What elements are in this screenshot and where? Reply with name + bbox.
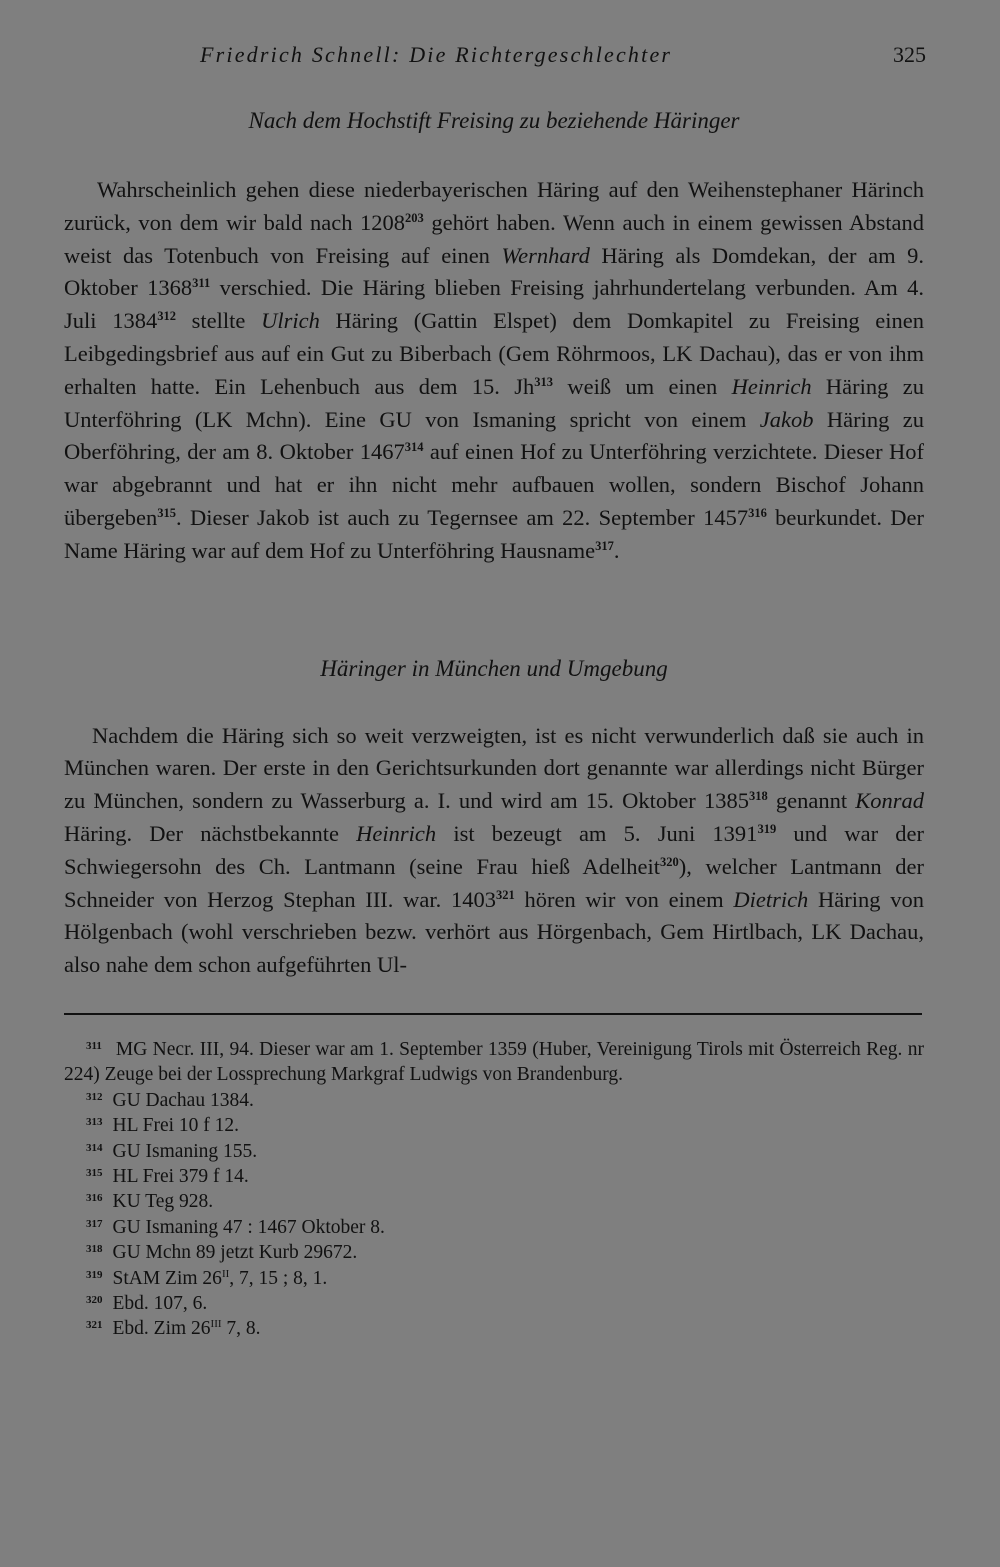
page (64, 38, 924, 1342)
footnote-315: $^{315}$ HL Frei 379 f 14. (86, 1165, 249, 1187)
footnote-316: $^{316}$ KU Teg 928. (86, 1191, 214, 1213)
footnote-313: $^{313}$ HL Frei 10 f 12. (86, 1115, 240, 1137)
footnote-319: $^{319}$ StAM Zim $26^{II}$, 7, 15 ; 8, 1. (86, 1267, 328, 1289)
footnote-318: $^{318}$ GU Mchn 89 jetzt Kurb 29672. (86, 1242, 358, 1264)
footnote-312: $^{312}$ GU Dachau 1384. (86, 1089, 254, 1111)
section-title-freising: Nach dem Hochstift Freising zu beziehende Häringer (248, 108, 740, 133)
footnote-314: $^{314}$ GU Ismaning 155. (86, 1140, 258, 1162)
footnote-317: $^{317}$ GU Ismaning 47 : 1467 Oktober 8. (86, 1216, 385, 1238)
section-title-muenchen: Häringer in München und Umgebung (320, 655, 668, 681)
footnote-320: $^{320}$ Ebd. 107, 6. (86, 1293, 208, 1314)
paragraph-muenchen: Nachdem die Häring sich so weit verzweigten, ist es nicht verwunderlich daß sie auch in München waren. Der erste in den Gerichtsurkunden dort genannte war allerdings nicht Bürger zu München, sondern zu Wasserburg a. I. und wird am 15. Oktober 1385$^{318}$ genannt Konrad Häring. Der nächstbekannte Heinrich ist bezeugt am 5. Juni 1391$^{319}$ und war der Schwiegersohn des Ch. Lantmann (seine Frau hieß Adelheit$^{320}$), welcher Lantmann der Schneider von Herzog Stephan III. war. 1403$^{321}$ hören wir von einem Dietrich Häring von Hölgenbach (wohl verschrieben bezw. verhört aus Hörgenbach, Gem Hirtlbach, LK Dachau, also nahe dem schon aufgeführten Ul- (64, 722, 925, 978)
page-number: 325 (893, 42, 926, 67)
page-header (64, 38, 924, 78)
footnote-311: $^{311}$ MG Necr. III, 94. Dieser war am 1. September 1359 (Huber, Vereinigung Tirols mit Österreich Reg. nr 224) Zeuge bei der Lossprechung Markgraf Ludwigs von Brandenburg. (64, 1038, 924, 1086)
paragraph-freising: Wahrscheinlich gehen diese niederbayerischen Häring auf den Weihenstephaner Härinch zurück, von dem wir bald nach 1208$^{203}$ gehört haben. Wenn auch in einem gewissen Abstand weist das Totenbuch von Freising auf einen Wernhard Häring als Domdekan, der am 9. Oktober 1368$^{311}$ verschied. Die Häring blieben Freising jahrhundertelang verbunden. Am 4. Juli 1384$^{312}$ stellte Ulrich Häring (Gattin Elspet) dem Domkapitel zu Freising einen Leibgedingsbrief aus auf ein Gut zu Biberbach (Gem Röhrmoos, LK Dachau), das er von ihm erhalten hatte. Ein Lehenbuch aus dem 15. Jh$^{313}$ weiß um einen Heinrich Häring zu Unterföhring (LK Mchn). Eine GU von Ismaning spricht von einem Jakob Häring zu Oberföhring, der am 8. Oktober 1467$^{314}$ auf einen Hof zu Unterföhring verzichtete. Dieser Hof war abgebrannt und hat er ihn nicht mehr aufbauen wollen, sondern Bischof Johann übergeben$^{315}$. Dieser Jakob ist auch zu Tegernsee am 22. September 1457$^{316}$ beurkundet. Der Name Häring war auf dem Hof zu Unterföhring Hausname$^{317}$. (64, 177, 925, 563)
footnote-divider (64, 1013, 922, 1015)
footnotes (64, 1037, 924, 1342)
footnote-321: $^{321}$ Ebd. Zim $26^{III}$ 7, 8. (86, 1318, 261, 1340)
running-title: Friedrich Schnell: Die Richtergeschlechter (200, 42, 673, 67)
